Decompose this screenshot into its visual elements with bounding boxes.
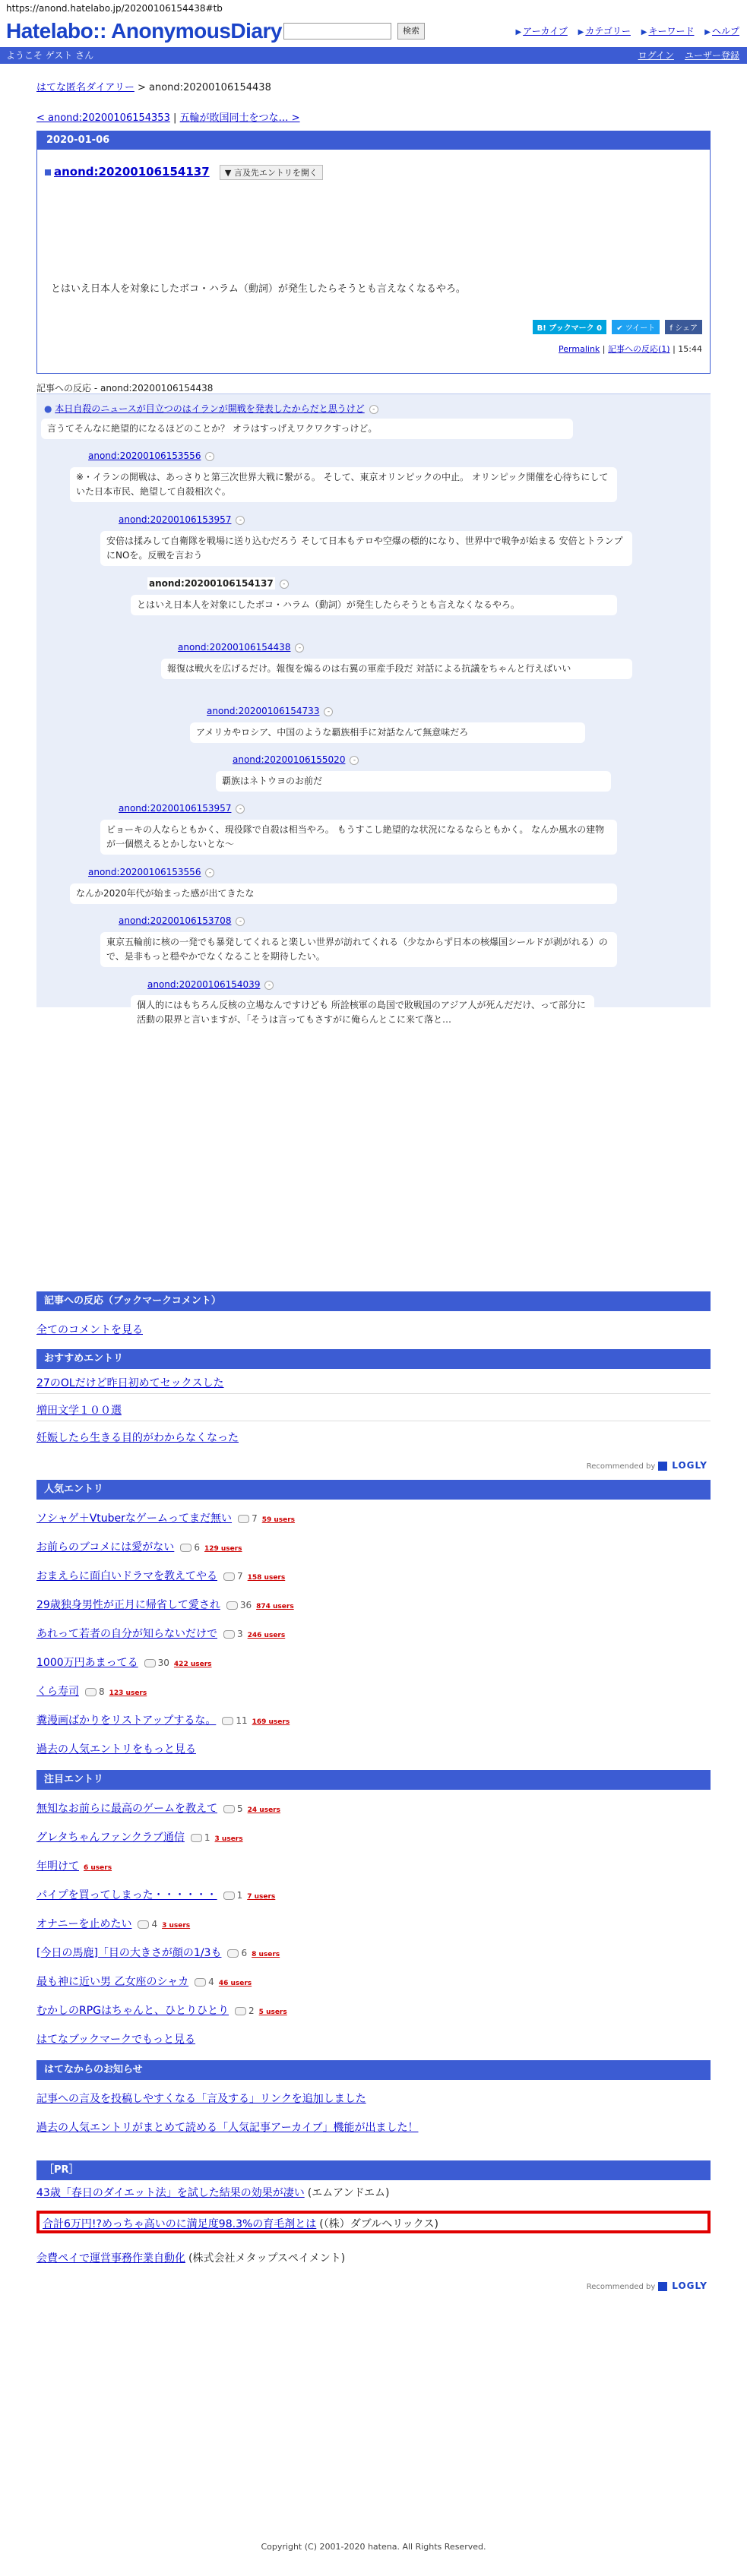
users-badge[interactable]: 129 users bbox=[204, 1545, 242, 1553]
comment-icon bbox=[144, 1659, 156, 1667]
logly-credit[interactable] bbox=[587, 2280, 707, 2291]
pr-item bbox=[36, 2185, 390, 2200]
tree-node-link[interactable]: anond:20200106153957 bbox=[119, 514, 232, 525]
tree-node-link[interactable]: anond:20200106153556 bbox=[88, 867, 201, 877]
popular-item bbox=[36, 1683, 147, 1699]
attention-item-link[interactable]: 無知なお前らに最高のゲームを教えて bbox=[36, 1803, 217, 1815]
tree-node-text: 個人的にはもちろん反核の立場なんですけども 所詮核軍の島国で敗戦国のアジア人が死んだだけ、って部分に活動の限界と言いますが、「そうは言ってもさすがに俺らんとこに来て落と… bbox=[131, 995, 594, 1030]
collapse-icon[interactable]: - bbox=[324, 707, 333, 716]
collapse-icon[interactable]: - bbox=[205, 868, 214, 877]
breadcrumb bbox=[36, 79, 271, 93]
comment-count: 6 bbox=[180, 1542, 200, 1553]
comment-count: 7 bbox=[223, 1571, 243, 1582]
comment-icon bbox=[195, 1978, 206, 1987]
users-badge[interactable]: 59 users bbox=[261, 1516, 296, 1524]
reaction-link[interactable]: 記事への反応(1) bbox=[608, 344, 670, 354]
nav-archive[interactable]: アーカイブ bbox=[523, 26, 568, 36]
tree-root-link[interactable]: 本日自殺のニュースが目立つのはイランが開戦を発表したからだと思うけど bbox=[55, 403, 365, 414]
attention-item bbox=[36, 1916, 190, 1931]
recommended-item[interactable]: 増田文学１００選 bbox=[36, 1405, 122, 1417]
collapse-icon[interactable]: - bbox=[295, 643, 304, 653]
comment-icon bbox=[85, 1688, 97, 1696]
comment-count: 36 bbox=[226, 1600, 252, 1610]
users-badge[interactable]: 7 users bbox=[247, 1893, 276, 1901]
nav-keyword[interactable]: キーワード bbox=[648, 26, 695, 36]
news-item[interactable]: 記事への言及を投稿しやすくなる「言及する」リンクを追加しました bbox=[36, 2093, 366, 2105]
users-badge[interactable]: 158 users bbox=[247, 1574, 286, 1582]
pr-item-link[interactable]: 43歳「春日のダイエット法」を試した結果の効果が凄い bbox=[36, 2187, 305, 2199]
divider bbox=[36, 1393, 711, 1394]
entry-footer bbox=[559, 343, 702, 355]
collapse-icon[interactable]: - bbox=[350, 756, 359, 765]
comment-count: 7 bbox=[238, 1513, 258, 1524]
popular-item-link[interactable]: あれって若者の自分が知らないだけで bbox=[36, 1628, 217, 1640]
square-icon bbox=[45, 169, 51, 175]
chevron-right-icon: ▶ bbox=[515, 28, 522, 36]
top-nav bbox=[515, 24, 739, 37]
pr-sponsor: (（株）ダブルヘリックス) bbox=[319, 2218, 438, 2230]
attention-item-link[interactable]: むかしのRPGはちゃんと、ひとりひとり bbox=[36, 2005, 229, 2017]
comment-icon bbox=[226, 1601, 238, 1610]
popular-item bbox=[36, 1539, 242, 1554]
attention-item-link[interactable]: 最も神に近い男 乙女座のシャカ bbox=[36, 1976, 189, 1988]
users-badge[interactable]: 8 users bbox=[252, 1951, 280, 1958]
collapse-icon[interactable]: - bbox=[236, 917, 245, 926]
popular-more-link[interactable]: 過去の人気エントリをもっと見る bbox=[36, 1743, 196, 1756]
nav-help[interactable]: ヘルプ bbox=[711, 26, 739, 36]
attention-item bbox=[36, 1829, 243, 1844]
comment-icon bbox=[223, 1572, 235, 1581]
comment-count: 3 bbox=[223, 1629, 243, 1639]
comment-count: 2 bbox=[235, 2005, 255, 2016]
attention-item-link[interactable]: パイプを買ってしまった・・・・・・ bbox=[36, 1889, 217, 1901]
share-label: シェア bbox=[675, 324, 698, 333]
comment-count: 11 bbox=[222, 1715, 247, 1726]
tree-title: 記事への反応 - anond:20200106154438 bbox=[36, 383, 214, 394]
logly-credit[interactable] bbox=[587, 1460, 707, 1471]
tree-node-link[interactable]: anond:20200106153708 bbox=[119, 915, 232, 926]
popular-item bbox=[36, 1655, 212, 1670]
tree-node-link[interactable]: anond:20200106154438 bbox=[178, 642, 291, 653]
attention-item-link[interactable]: [今日の馬鹿]「目の大きさが顔の1/3も bbox=[36, 1947, 222, 1959]
attention-item-link[interactable]: 年明けて bbox=[36, 1860, 79, 1873]
tree-node-text: とはいえ日本人を対象にしたボコ・ハラム（動詞）が発生したらそうとも言えなくなるやろ。 bbox=[131, 595, 617, 615]
users-badge[interactable]: 6 users bbox=[84, 1864, 112, 1872]
chevron-right-icon: ▶ bbox=[704, 28, 711, 36]
tree-node-link[interactable]: anond:20200106154733 bbox=[207, 706, 320, 716]
tree-root-text: 言うてそんなに絶望的になるほどのことか？ オラはすっげえワクワクすっけど。 bbox=[41, 419, 573, 439]
section-recommended: おすすめエントリ bbox=[36, 1349, 711, 1369]
attention-item-link[interactable]: グレタちゃんファンクラブ通信 bbox=[36, 1832, 185, 1844]
recommended-by-text: Recommended by bbox=[586, 1462, 656, 1471]
users-badge[interactable]: 422 users bbox=[173, 1661, 212, 1668]
entry-date: 2020-01-06 bbox=[37, 131, 710, 150]
register-link[interactable]: ユーザー登録 bbox=[684, 50, 739, 61]
comment-count: 6 bbox=[227, 1948, 247, 1958]
reaction-tree bbox=[36, 394, 711, 1007]
site-header bbox=[0, 17, 747, 47]
users-badge[interactable]: 3 users bbox=[214, 1835, 243, 1843]
comment-icon bbox=[223, 1630, 235, 1639]
login-link[interactable]: ログイン bbox=[638, 50, 674, 61]
permalink[interactable]: Permalink bbox=[559, 344, 600, 354]
users-badge[interactable]: 46 users bbox=[218, 1980, 252, 1987]
entry-pager bbox=[36, 109, 300, 124]
ref-entry-button[interactable]: ▼ 言及先エントリを開く bbox=[220, 165, 323, 180]
popular-item-link[interactable]: おまえらに面白いドラマを教えてやる bbox=[36, 1570, 217, 1582]
tree-node-link[interactable]: anond:20200106155020 bbox=[233, 754, 346, 765]
section-news: はてなからのお知らせ bbox=[36, 2060, 711, 2080]
comment-count: 1 bbox=[223, 1890, 243, 1901]
attention-item bbox=[36, 1800, 280, 1816]
news-item[interactable]: 過去の人気エントリがまとめて読める「人気記事アーカイブ」機能が出ました！ bbox=[36, 2122, 419, 2134]
comment-icon bbox=[138, 1920, 149, 1929]
comment-count: 8 bbox=[85, 1686, 105, 1697]
collapse-icon[interactable]: - bbox=[236, 516, 245, 525]
section-bookmark-comments: 記事への反応（ブックマークコメント） bbox=[36, 1291, 711, 1311]
all-comments-link[interactable]: 全てのコメントを見る bbox=[36, 1324, 143, 1336]
entry-title bbox=[45, 165, 323, 180]
tree-node-text: 報復は戦火を広げるだけ。報復を煽るのは右翼の軍産手段だ 対話による抗議をちゃんと行えばいい bbox=[161, 659, 632, 679]
next-entry-link[interactable]: 五輪が敗国同士をつな… > bbox=[179, 112, 300, 124]
attention-item bbox=[36, 2002, 287, 2018]
logly-text: LOGLY bbox=[672, 1460, 707, 1471]
users-badge[interactable]: 3 users bbox=[162, 1922, 191, 1930]
collapse-icon[interactable]: - bbox=[236, 804, 245, 814]
tree-node-link[interactable]: anond:20200106154039 bbox=[147, 979, 261, 990]
tree-node-text: アメリカやロシア、中国のような覇族相手に対話なんて無意味だろ bbox=[190, 722, 585, 743]
popular-item bbox=[36, 1568, 285, 1583]
pr-sponsor: (エムアンドエム) bbox=[307, 2187, 390, 2199]
comment-count: 30 bbox=[144, 1658, 169, 1668]
tree-node-text: ※・イランの開戦は、あっさりと第三次世界大戦に繋がる。 そして、東京オリンピックの中止。 オリンピック開催を心待ちにしていた日本市民、絶望して自殺相次ぐ。 bbox=[70, 467, 617, 502]
entry-box bbox=[36, 131, 711, 374]
attention-more-link[interactable]: はてなブックマークでもっと見る bbox=[36, 2034, 196, 2046]
popular-item-link[interactable]: 糞漫画ばかりをリストアップするな。 bbox=[36, 1715, 217, 1727]
pr-sponsor: (株式会社メタップスペイメント) bbox=[188, 2252, 346, 2265]
tweet-button[interactable] bbox=[612, 320, 660, 334]
facebook-share-button[interactable] bbox=[665, 320, 702, 334]
collapse-icon[interactable]: - bbox=[205, 452, 214, 461]
bird-icon: ✔ bbox=[616, 324, 625, 333]
logly-logo-icon bbox=[658, 2282, 667, 2291]
pr-item bbox=[43, 2216, 438, 2231]
comment-icon bbox=[223, 1892, 235, 1900]
recommended-by-text: Recommended by bbox=[586, 2283, 656, 2291]
users-badge[interactable]: 123 users bbox=[109, 1689, 147, 1697]
section-attention: 注目エントリ bbox=[36, 1770, 711, 1790]
popular-item-link[interactable]: くら寿司 bbox=[36, 1686, 79, 1698]
users-badge[interactable]: 169 users bbox=[252, 1718, 290, 1726]
pager-sep: | bbox=[169, 112, 180, 124]
breadcrumb-current: anond:20200106154438 bbox=[149, 82, 271, 93]
popular-item-link[interactable]: ソシャゲ＋Vtuberなゲームってまだ無い bbox=[36, 1512, 233, 1525]
section-popular: 人気エントリ bbox=[36, 1480, 711, 1500]
recommended-item[interactable]: 27のOLだけど昨日初めてセックスした bbox=[36, 1377, 224, 1389]
comment-icon bbox=[227, 1949, 239, 1958]
collapse-icon[interactable]: - bbox=[369, 405, 378, 414]
breadcrumb-sep: > bbox=[134, 82, 150, 93]
popular-item bbox=[36, 1712, 290, 1727]
comment-icon bbox=[191, 1834, 202, 1842]
attention-item bbox=[36, 1974, 252, 1989]
address-bar[interactable]: https://anond.hatelabo.jp/20200106154438#tb bbox=[0, 0, 747, 17]
comment-count: 5 bbox=[223, 1803, 243, 1814]
users-badge[interactable]: 874 users bbox=[256, 1603, 294, 1610]
pr-item-link[interactable]: 合計6万円!?めっちゃ高いのに満足度98.3%の育毛剤とは bbox=[43, 2218, 317, 2230]
users-badge[interactable]: 246 users bbox=[247, 1632, 286, 1639]
attention-item-link[interactable]: オナニーを止めたい bbox=[36, 1918, 132, 1930]
copyright: Copyright (C) 2001-2020 hatena. All Rights Reserved. bbox=[261, 2542, 486, 2552]
user-bar bbox=[0, 47, 747, 64]
attention-item bbox=[36, 1887, 275, 1902]
popular-item-link[interactable]: 1000万円あまってる bbox=[36, 1657, 138, 1669]
site-logo[interactable]: Hatelabo:: AnonymousDiary bbox=[6, 19, 282, 43]
tree-node-text: ビョーキの人ならともかく、現役隊で自殺は相当やろ。 もうすこし絶望的な状況になるならともかく。 なんか風水の建物が一個燃えるとかしないとな〜 bbox=[100, 820, 617, 855]
pr-item bbox=[36, 2250, 345, 2265]
nav-category[interactable]: カテゴリー bbox=[585, 26, 631, 36]
tweet-label: ツイート bbox=[625, 324, 656, 333]
pr-item-link[interactable]: 会費ペイで運営事務作業自動化 bbox=[36, 2252, 185, 2265]
popular-item bbox=[36, 1626, 285, 1641]
tree-node-text: 安倍は揉みして自衛隊を戦場に送り込むだろう そして日本もテロや空爆の標的になり、世界中で戦争が始まる 安倍とトランプにNOを。反戦を言おう bbox=[100, 531, 632, 566]
popular-item bbox=[36, 1597, 294, 1612]
footer-sep: | bbox=[602, 344, 606, 354]
share-buttons bbox=[533, 320, 702, 334]
attention-item bbox=[36, 1945, 280, 1960]
tree-node-text: 東京五輪前に核の一発でも暴発してくれると楽しい世界が訪れてくれる（少なからず日本の核爆国シールドが剥がれる）ので、是非もっと穏やかでなくなることを期待したい。 bbox=[100, 932, 617, 967]
tree-node-text: 覇族はネトウヨのお前だ bbox=[216, 771, 611, 792]
recommended-item[interactable]: 妊娠したら生きる目的がわからなくなった bbox=[36, 1432, 239, 1444]
entry-body: とはいえ日本人を対象にしたボコ・ハラム（動詞）が発生したらそうとも言えなくなるやろ。 bbox=[51, 283, 466, 295]
comment-icon bbox=[180, 1544, 191, 1552]
tree-node-text: なんか2020年代が始まった感が出てきたな bbox=[70, 883, 617, 904]
chevron-right-icon: ▶ bbox=[578, 28, 584, 36]
comment-icon bbox=[223, 1805, 235, 1813]
collapse-icon[interactable]: - bbox=[264, 981, 274, 990]
comment-count: 4 bbox=[138, 1919, 157, 1930]
tree-node-link[interactable]: anond:20200106153957 bbox=[119, 803, 232, 814]
search-button[interactable]: 検索 bbox=[397, 23, 425, 40]
comment-count: 4 bbox=[195, 1977, 214, 1987]
current-node-label: anond:20200106154137 bbox=[149, 578, 274, 589]
users-badge[interactable]: 5 users bbox=[258, 2009, 287, 2016]
logly-logo-icon bbox=[658, 1462, 667, 1471]
logly-text: LOGLY bbox=[672, 2280, 707, 2291]
popular-item-link[interactable]: お前らのブコメには愛がない bbox=[36, 1541, 175, 1554]
attention-item bbox=[36, 1858, 112, 1873]
users-badge[interactable]: 24 users bbox=[247, 1806, 280, 1814]
section-pr: ［PR］ bbox=[36, 2160, 711, 2180]
entry-title-link[interactable]: anond:20200106154137 bbox=[54, 165, 210, 179]
welcome-text: ようこそ ゲスト さん bbox=[6, 50, 94, 61]
tree-node-link[interactable]: anond:20200106153556 bbox=[88, 450, 201, 461]
comment-icon bbox=[235, 2007, 246, 2015]
breadcrumb-root[interactable]: はてな匿名ダイアリー bbox=[36, 82, 135, 93]
chevron-right-icon: ▶ bbox=[641, 28, 647, 36]
facebook-icon: f bbox=[669, 324, 676, 333]
bullet-icon: ● bbox=[44, 403, 55, 414]
comment-count: 1 bbox=[191, 1832, 210, 1843]
comment-icon bbox=[238, 1515, 249, 1523]
popular-item bbox=[36, 1510, 295, 1525]
comment-icon bbox=[222, 1717, 233, 1725]
prev-entry-link[interactable]: < anond:20200106154353 bbox=[36, 112, 170, 124]
search-input[interactable] bbox=[283, 23, 391, 40]
entry-time: | 15:44 bbox=[673, 344, 702, 354]
popular-item-link[interactable]: 29歳独身男性が正月に帰省して愛され bbox=[36, 1599, 220, 1611]
collapse-icon[interactable]: - bbox=[280, 580, 289, 589]
bookmark-button[interactable]: B! ブックマーク 0 bbox=[533, 320, 606, 334]
